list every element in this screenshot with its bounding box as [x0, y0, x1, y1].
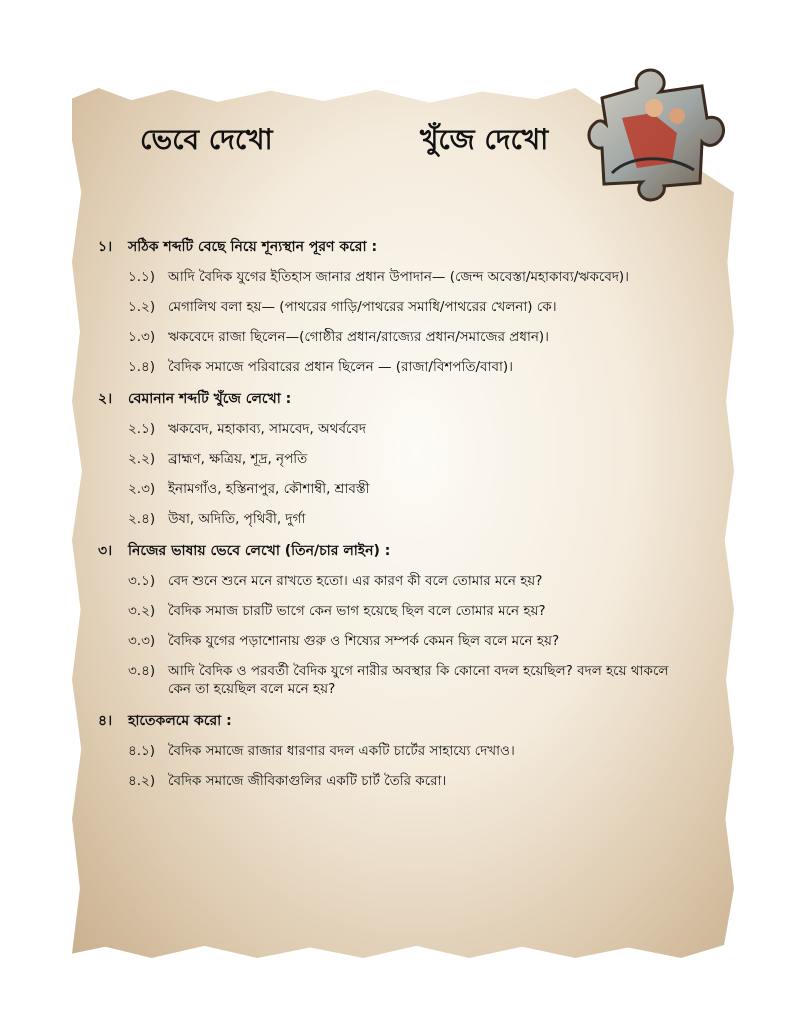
list-item	[128, 480, 688, 498]
item-text: উষা, অদিতি, পৃথিবী, দুর্গা	[168, 511, 306, 527]
list-item	[128, 742, 688, 760]
list-item	[128, 632, 688, 650]
item-number: ৪.১)	[128, 743, 156, 759]
list-item	[128, 662, 688, 698]
item-text: বৈদিক সমাজে জীবিকাগুলির একটি চার্ট তৈরি করো।	[168, 773, 447, 789]
section-1	[98, 238, 688, 376]
list-item	[128, 298, 688, 316]
section-number: ২।	[98, 391, 113, 407]
list-item	[128, 772, 688, 790]
section-3	[98, 542, 688, 698]
item-number: ১.২)	[128, 299, 156, 315]
item-text: বৈদিক সমাজে রাজার ধারণার বদল একটি চার্টের সাহায্যে দেখাও।	[168, 743, 515, 759]
item-number: ৩.৩)	[128, 633, 156, 649]
item-text: বৈদিক যুগের পড়াশোনায় গুরু ও শিষ্যের সম্পর্ক কেমন ছিল বলে মনে হয়?	[168, 633, 560, 649]
item-text: ইনামগাঁও, হস্তিনাপুর, কৌশাম্বী, শ্রাবস্তী	[168, 481, 370, 497]
list-item	[128, 358, 688, 376]
item-number: ১.১)	[128, 269, 156, 285]
list-item	[128, 268, 688, 286]
section-title: হাতেকলমে করো :	[128, 713, 232, 729]
item-number: ১.৩)	[128, 329, 156, 345]
section-number: ১।	[98, 239, 113, 255]
item-number: ২.২)	[128, 451, 156, 467]
puzzle-piece-icon	[582, 58, 732, 208]
item-text: বেদ শুনে শুনে মনে রাখতে হতো। এর কারণ কী বলে তোমার মনে হয়?	[168, 573, 543, 589]
item-text: আদি বৈদিক যুগের ইতিহাস জানার প্রধান উপাদান— (জেন্দ অবেস্তা/মহাকাব্য/ঋকবেদ)।	[168, 269, 630, 285]
item-number: ৩.২)	[128, 603, 156, 619]
item-number: ১.৪)	[128, 359, 156, 375]
item-text: ঋকবেদ, মহাকাব্য, সামবেদ, অথর্ববেদ	[168, 421, 367, 437]
item-number: ৪.২)	[128, 773, 156, 789]
item-number: ২.৩)	[128, 481, 156, 497]
item-number: ৩.৪)	[128, 663, 156, 679]
list-item	[128, 450, 688, 468]
section-4	[98, 712, 688, 790]
exercise-list	[98, 238, 688, 804]
item-text: বৈদিক সমাজ চারটি ভাগে কেন ভাগ হয়েছে ছিল বলে তোমার মনে হয়?	[168, 603, 546, 619]
list-item	[128, 420, 688, 438]
list-item	[128, 328, 688, 346]
item-text: আদি বৈদিক ও পরবর্তী বৈদিক যুগে নারীর অবস্থার কি কোনো বদল হয়েছিল? বদল হয়ে থাকলে কেন তা হয়েছিল বলে মনে হয়?	[168, 663, 669, 697]
item-text: ঋকবেদে রাজা ছিলেন—(গোষ্ঠীর প্রধান/রাজ্যের প্রধান/সমাজের প্রধান)।	[168, 329, 550, 345]
section-title: সঠিক শব্দটি বেছে নিয়ে শূন্যস্থান পূরণ করো :	[128, 239, 378, 255]
item-number: ২.৪)	[128, 511, 156, 527]
section-2	[98, 390, 688, 528]
item-number: ২.১)	[128, 421, 156, 437]
item-text: ব্রাহ্মণ, ক্ষত্রিয়, শূদ্র, নৃপতি	[168, 451, 308, 467]
title-find: খুঁজে দেখো	[420, 123, 549, 156]
list-item	[128, 572, 688, 590]
item-text: মেগালিথ বলা হয়— (পাথরের গাড়ি/পাথরের সমাধি/পাথরের খেলনা) কে।	[168, 299, 557, 315]
section-title: নিজের ভাষায় ভেবে লেখো (তিন/চার লাইন) :	[128, 543, 391, 559]
item-number: ৩.১)	[128, 573, 156, 589]
title-think: ভেবে দেখো	[140, 123, 273, 156]
section-number: ৩।	[98, 543, 113, 559]
list-item	[128, 602, 688, 620]
section-title: বেমানান শব্দটি খুঁজে লেখো :	[128, 391, 292, 407]
list-item	[128, 510, 688, 528]
item-text: বৈদিক সমাজে পরিবারের প্রধান ছিলেন — (রাজা/বিশপতি/বাবা)।	[168, 359, 513, 375]
section-number: ৪।	[98, 713, 113, 729]
